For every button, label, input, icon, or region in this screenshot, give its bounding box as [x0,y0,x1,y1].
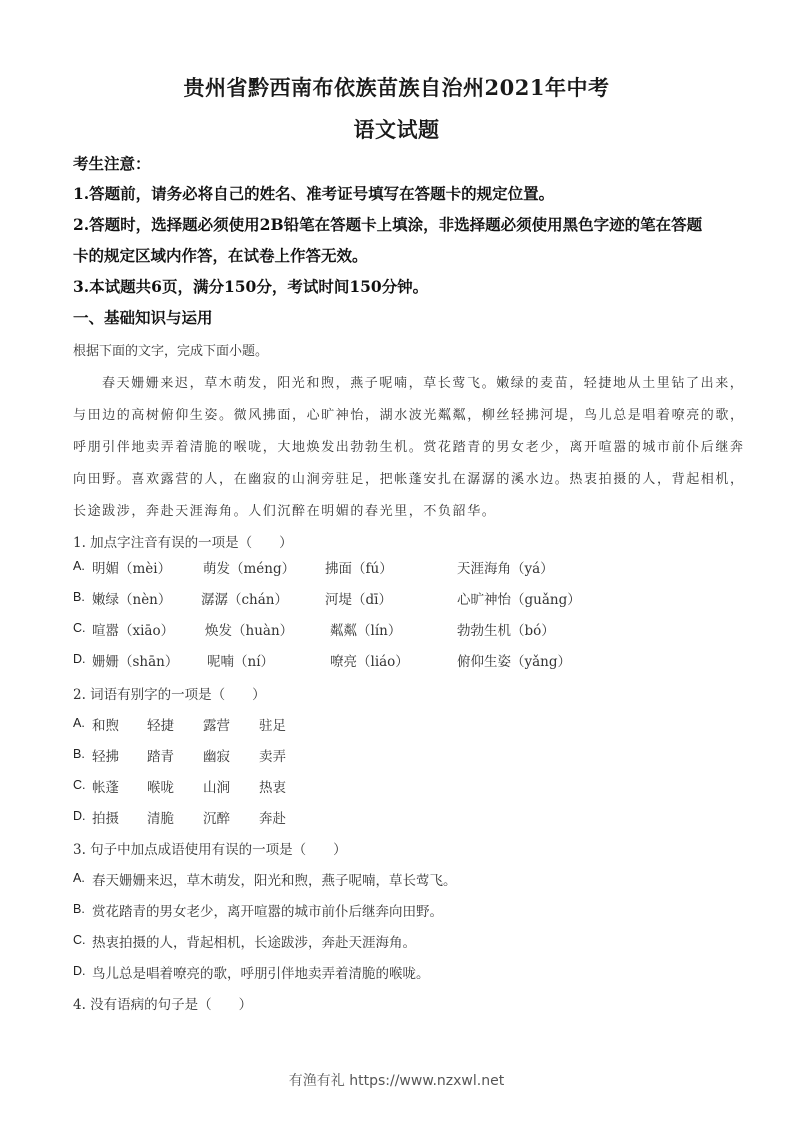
option-item: 帐蓬 [92,780,119,796]
exam-subtitle: 语文试题 [353,117,440,142]
question-2-stem: 2. 词语有别字的一项是（ ） [73,687,266,703]
option-item: 踏青 [147,749,174,765]
passage-line-3: 呼朋引伴地卖弄着清脆的喉咙，大地焕发出勃勃生机。赏花踏青的男女老少，离开喧嚣的城市前仆后继奔 [73,440,745,455]
option-item: 焕发（huàn） [205,623,294,639]
option-label: B. [73,902,85,916]
notice-item-2: 2.答题时，选择题必须使用2B铅笔在答题卡上填涂，非选择题必须使用黑色字迹的笔在答题 [73,215,703,234]
option-item: 俯仰生姿（yǎng） [457,654,572,670]
option-item: 河堤（dī） [325,592,392,608]
option-item: 幽寂 [203,749,230,765]
option-item: 勃勃生机（bó） [457,623,555,639]
option-item: 潺潺（chán） [201,592,288,608]
passage-line-1: 春天姗姗来迟，草木萌发，阳光和煦，燕子呢喃，草长莺飞。嫩绿的麦苗，轻捷地从土里钻了出来， [102,376,745,391]
option-sentence: 热衷拍摄的人，背起相机，长途跋涉，奔赴天涯海角。 [92,935,416,951]
question-1-stem: 1. 加点字注音有误的一项是（ ） [73,535,293,551]
section-heading: 一、基础知识与运用 [73,308,213,327]
option-label: B. [73,590,85,604]
option-label: A. [73,559,85,573]
option-item: 拂面（fú） [325,561,393,577]
option-item: 嫩绿（nèn） [92,592,172,608]
option-item: 露营 [203,718,230,734]
passage-line-4: 向田野。喜欢露营的人，在幽寂的山涧旁驻足，把帐蓬安扎在潺潺的溪水边。热衷拍摄的人，背起相机， [73,472,745,487]
option-item: 拍摄 [92,811,119,827]
option-sentence: 赏花踏青的男女老少，离开喧嚣的城市前仆后继奔向田野。 [92,904,443,920]
footer-watermark: 有渔有礼 https://www.nzxwl.net [288,1073,505,1089]
notice-item-1: 1.答题前，请务必将自己的姓名、准考证号填写在答题卡的规定位置。 [73,184,555,203]
option-item: 卖弄 [259,749,286,765]
option-item: 姗姗（shān） [92,654,179,670]
option-item: 天涯海角（yá） [457,561,554,577]
passage-line-5: 长途跋涉，奔赴天涯海角。人们沉醉在明媚的春光里，不负韶华。 [73,504,497,519]
option-item: 奔赴 [259,811,286,827]
option-item: 和煦 [92,718,119,734]
option-item: 驻足 [259,718,286,734]
option-label: D. [73,964,86,978]
option-item: 喉咙 [147,780,174,796]
option-label: C. [73,778,86,792]
option-item: 心旷神怡（guǎng） [457,592,581,608]
option-sentence: 春天姗姗来迟，草木萌发，阳光和煦，燕子呢喃，草长莺飞。 [92,873,457,889]
option-item: 轻捷 [147,718,174,734]
notice-item-2-cont: 卡的规定区域内作答，在试卷上作答无效。 [73,246,368,265]
option-label: A. [73,871,85,885]
option-item: 清脆 [147,811,174,827]
option-item: 喧嚣（xiāo） [92,623,175,639]
option-item: 山涧 [203,780,230,796]
passage-line-2: 与田边的高树俯仰生姿。微风拂面，心旷神怡，湖水波光粼粼，柳丝轻拂河堤，鸟儿总是唱着嘹亮的歌， [73,408,745,423]
option-item: 沉醉 [203,811,230,827]
option-item: 热衷 [259,780,286,796]
option-label: D. [73,809,86,823]
option-item: 轻拂 [92,749,119,765]
option-item: 明媚（mèi） [92,561,172,577]
section-instruction: 根据下面的文字，完成下面小题。 [73,344,269,359]
notice-heading: 考生注意： [73,154,151,173]
option-item: 萌发（méng） [203,561,296,577]
exam-title: 贵州省黔西南布依族苗族自治州2021年中考 [183,75,610,100]
option-label: A. [73,716,85,730]
question-4-stem: 4. 没有语病的句子是（ ） [73,997,253,1013]
option-label: D. [73,652,86,666]
option-label: C. [73,933,86,947]
question-3-stem: 3. 句子中加点成语使用有误的一项是（ ） [73,842,347,858]
notice-item-3: 3.本试题共6页，满分150分，考试时间150分钟。 [73,277,429,296]
option-item: 粼粼（lín） [330,623,402,639]
option-label: B. [73,747,85,761]
option-item: 嘹亮（liáo） [330,654,409,670]
option-item: 呢喃（ní） [207,654,275,670]
option-sentence: 鸟儿总是唱着嘹亮的歌，呼朋引伴地卖弄着清脆的喉咙。 [92,966,430,982]
option-label: C. [73,621,86,635]
